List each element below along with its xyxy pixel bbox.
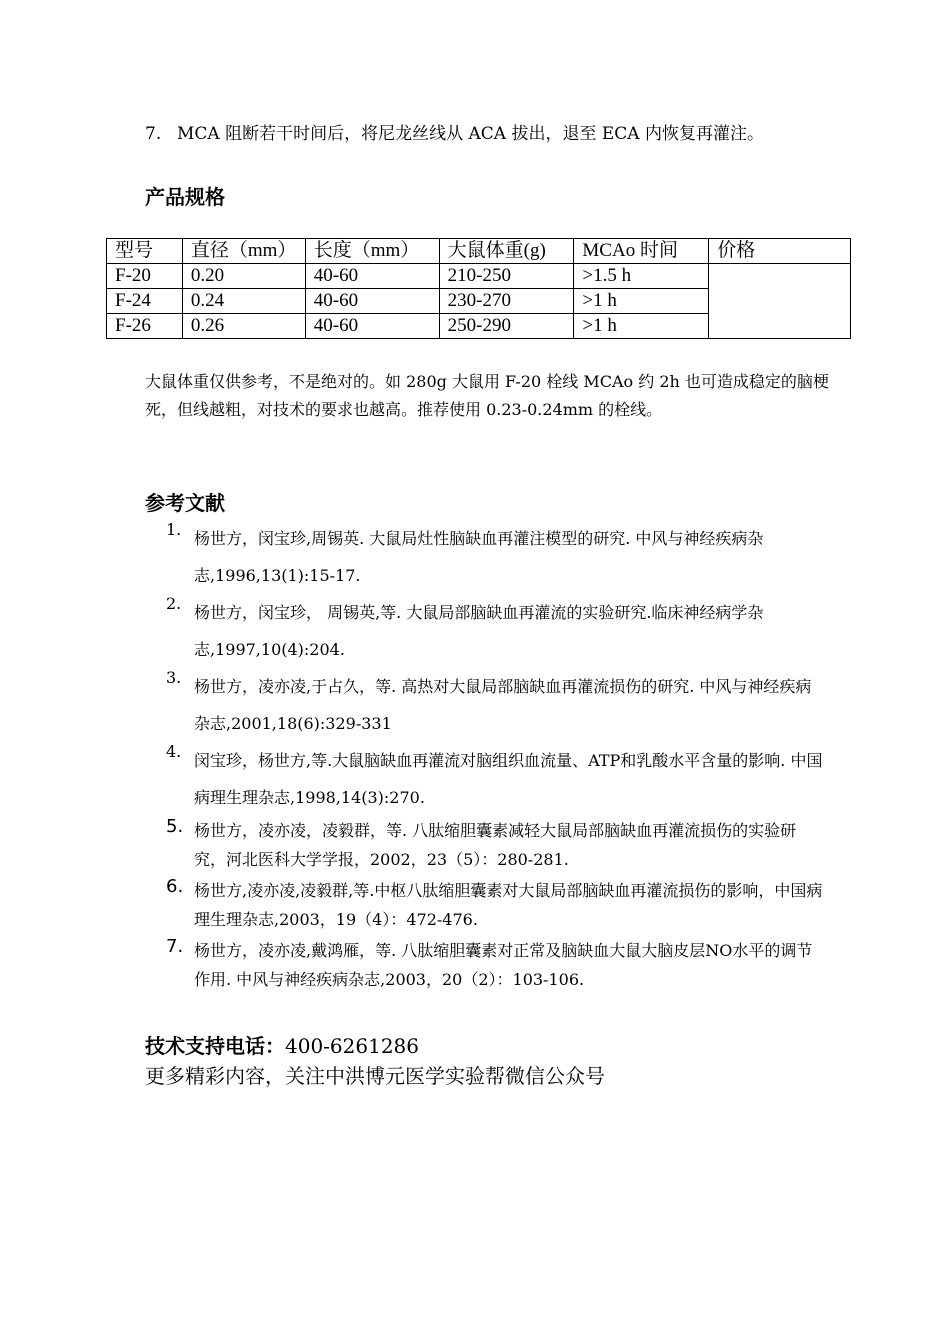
table-row [107,264,851,289]
step-text: MCA 阻断若干时间后，将尼龙丝线从 ACA 拔出，退至 ECA 内恢复再灌注。 [177,124,764,144]
ref-text: 杨世方，凌亦凌，凌毅群，等. 八肽缩胆囊素减轻大鼠局部脑缺血再灌流损伤的实验研究，河北医科大学学报，2002，23（5）：280-281. [194,821,797,869]
header-model: 型号 [107,239,183,264]
tech-support-phone: 400-6261286 [285,1034,420,1058]
ref-text: 闵宝珍，杨世方,等.大鼠脑缺血再灌流对脑组织血流量、ATP和乳酸水平含量的影响. 中国病理生理杂志,1998,14(3):270. [194,751,823,807]
ref-text: 杨世方，闵宝珍,周锡英. 大鼠局灶性脑缺血再灌注模型的研究. 中风与神经疾病杂志,1996,13(1):15-17. [194,529,764,585]
spec-header-row [107,239,851,264]
header-mcao-time: MCAo 时间 [574,239,709,264]
cell-diameter: 0.24 [182,289,305,314]
ref-text: 杨世方,凌亦凌,凌毅群,等.中枢八肽缩胆囊素对大鼠局部脑缺血再灌流损伤的影响，中国病理生理杂志,2003，19（4）：472-476. [194,881,823,929]
procedure-step-7 [145,122,764,146]
ref-text: 杨世方，凌亦凌,于占久，等. 高热对大鼠局部脑缺血再灌流损伤的研究. 中风与神经疾病杂志,2001,18(6):329-331 [194,677,812,733]
wechat-follow-text: 更多精彩内容，关注中洪博元医学实验帮微信公众号 [145,1064,605,1088]
cell-rat-weight: 210-250 [439,264,574,289]
ref-number: 4. [166,742,182,761]
cell-rat-weight: 230-270 [439,289,574,314]
header-price: 价格 [709,239,851,264]
tech-support-label: 技术支持电话： [145,1034,285,1058]
cell-length: 40-60 [305,264,439,289]
cell-rat-weight: 250-290 [439,314,574,339]
ref-number: 2. [166,594,182,613]
ref-text: 杨世方，凌亦凌,戴鸿雁，等. 八肽缩胆囊素对正常及脑缺血大鼠大脑皮层NO水平的调节作用. 中风与神经疾病杂志,2003，20（2）：103-106. [194,941,813,989]
ref-number: 5. [166,816,184,837]
cell-model: F-24 [107,289,183,314]
header-length: 长度（mm） [305,239,439,264]
ref-number: 6. [166,876,184,897]
header-diameter: 直径（mm） [182,239,305,264]
ref-text: 杨世方，闵宝珍， 周锡英,等. 大鼠局部脑缺血再灌流的实验研究.临床神经病学杂志,1997,10(4):204. [194,603,764,659]
cell-price [709,264,851,339]
spec-heading: 产品规格 [145,185,225,209]
cell-model: F-26 [107,314,183,339]
cell-diameter: 0.26 [182,314,305,339]
cell-mcao-time: >1.5 h [574,264,709,289]
header-rat-weight: 大鼠体重(g) [439,239,574,264]
cell-mcao-time: >1 h [574,289,709,314]
ref-number: 1. [166,520,182,539]
cell-mcao-time: >1 h [574,314,709,339]
tech-support-line [145,1032,419,1060]
cell-length: 40-60 [305,314,439,339]
cell-length: 40-60 [305,289,439,314]
weight-note: 大鼠体重仅供参考，不是绝对的。如 280g 大鼠用 F-20 栓线 MCAo 约 2h 也可造成稳定的脑梗死，但线越粗，对技术的要求也越高。推荐使用 0.23-0.24mm 的栓线。 [145,372,829,419]
step-number: 7. [145,124,162,144]
cell-diameter: 0.20 [182,264,305,289]
references-heading: 参考文献 [145,491,225,515]
cell-model: F-20 [107,264,183,289]
ref-number: 7. [166,936,184,957]
ref-number: 3. [166,668,182,687]
spec-table [106,238,851,339]
